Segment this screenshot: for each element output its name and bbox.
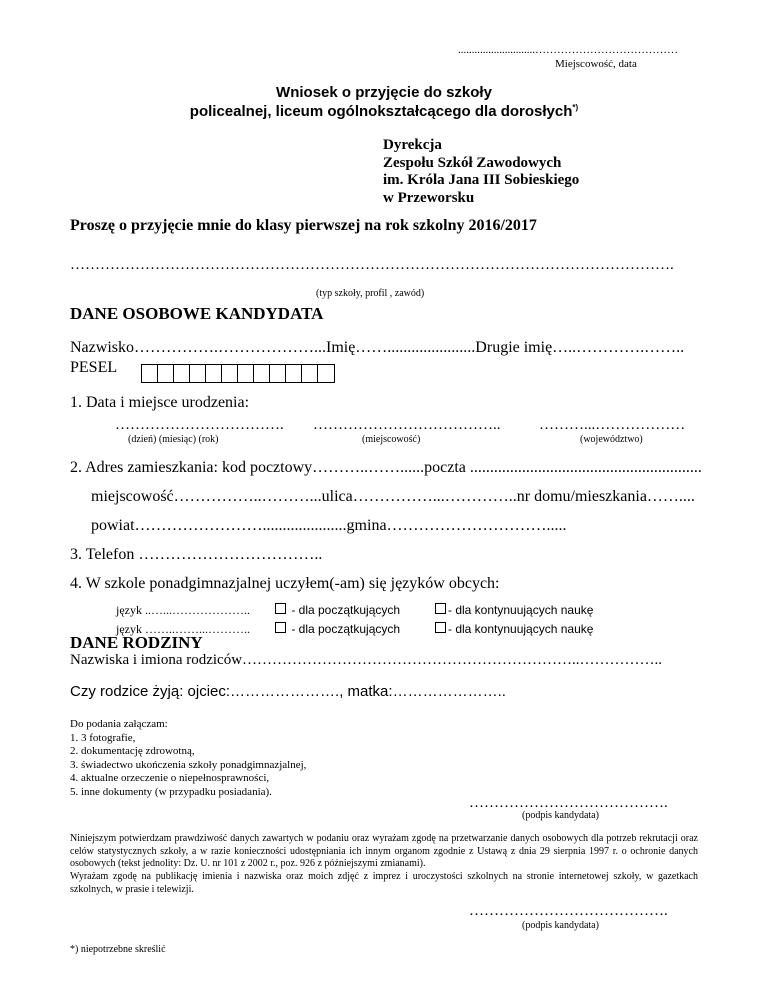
consent-paragraph2: Wyrażam zgodę na publikację imienia i nazwiska oraz moich zdjęć z imprez i uroczystości szkolnych na stronie internetowej szkoły, w gazetkach szkolnych, w prasie i telewizji. <box>70 871 698 895</box>
pesel-digit[interactable] <box>318 365 334 382</box>
place-date-field[interactable]: ............................………………………………… <box>458 44 678 56</box>
pesel-digit[interactable] <box>270 365 286 382</box>
parents-alive-line[interactable]: Czy rodzice żyją: ojciec:…………………., matka:………………….. <box>70 683 506 700</box>
school-type-field[interactable]: …………………………………………………………………………………………………………. <box>70 257 674 273</box>
pesel-digit[interactable] <box>158 365 174 382</box>
addressee-line4: w Przeworsku <box>383 189 475 206</box>
attachments-intro: Do podania załączam: <box>70 718 168 730</box>
pesel-digit[interactable] <box>238 365 254 382</box>
signature1-field[interactable]: …………………………………. <box>469 795 668 811</box>
checkbox-icon[interactable] <box>435 622 446 633</box>
request-text: Proszę o przyjęcie mnie do klasy pierwszej na rok szkolny 2016/2017 <box>70 217 537 234</box>
birth-date-field[interactable]: ……………………………. <box>115 417 284 433</box>
pesel-digit[interactable] <box>302 365 318 382</box>
attachment-item: 1. 3 fotografie, <box>70 731 136 744</box>
pesel-digit[interactable] <box>174 365 190 382</box>
pesel-label: PESEL <box>70 359 118 376</box>
birth-place-field[interactable]: ……………………………….. <box>313 417 501 433</box>
pesel-digit[interactable] <box>286 365 302 382</box>
pesel-digit[interactable] <box>206 365 222 382</box>
addressee-line3: im. Króla Jana III Sobieskiego <box>383 172 580 188</box>
pesel-digit[interactable] <box>190 365 206 382</box>
signature2-label: (podpis kandydata) <box>522 920 599 931</box>
birth-voivodeship-field[interactable]: ………...……………… <box>539 417 686 433</box>
place-date-label: Miejscowość, data <box>555 58 637 70</box>
pesel-digit[interactable] <box>222 365 238 382</box>
addressee-line1: Dyrekcja <box>383 137 442 153</box>
checkbox-icon[interactable] <box>275 603 286 614</box>
signature1-label: (podpis kandydata) <box>522 810 599 821</box>
birth-voivodeship-hint: (województwo) <box>580 434 643 445</box>
addressee-line2: Zespołu Szkół Zawodowych <box>383 154 562 171</box>
name-fields-line[interactable]: Nazwisko…………….………………...Imię……......................Drugie imię…..………….…….. <box>70 339 685 356</box>
family-heading: DANE RODZINY <box>70 633 203 652</box>
birth-place-hint: (miejscowość) <box>362 434 421 445</box>
footnote: *) niepotrzebne skreślić <box>70 944 166 955</box>
form-title-line2: policealnej, liceum ogólnokształcącego dla dorosłych*) <box>189 103 579 120</box>
school-type-hint: (typ szkoły, profil , zawód) <box>316 288 425 299</box>
attachment-item: 4. aktualne orzeczenie o niepełnosprawności, <box>70 772 270 784</box>
phone-line[interactable]: 3. Telefon …………………………….. <box>70 546 323 563</box>
signature2-field[interactable]: …………………………………. <box>469 903 668 919</box>
attachment-item: 5. inne dokumenty (w przypadku posiadania). <box>70 785 272 798</box>
language1-field[interactable]: język ..…...……………….. <box>116 603 250 617</box>
checkbox-icon[interactable] <box>435 603 446 614</box>
addressee-block <box>383 137 579 207</box>
attachment-item: 3. świadectwo ukończenia szkoły ponadgimnazjalnej, <box>70 758 307 771</box>
address-line1[interactable]: 2. Adres zamieszkania: kod pocztowy………..……......poczta .......................................................... <box>70 459 702 476</box>
language2-beginner-option[interactable]: - dla początkujących <box>275 622 400 636</box>
personal-data-heading: DANE OSOBOWE KANDYDATA <box>70 304 324 323</box>
address-line2[interactable]: miejscowość……………..………...ulica……………...…………..nr domu/mieszkania…….... <box>91 488 695 505</box>
language2-field[interactable]: język ……..……...……….. <box>116 622 250 636</box>
languages-label: 4. W szkole ponadgimnazjalnej uczyłem(-am) się języków obcych: <box>70 575 500 592</box>
address-line3[interactable]: powiat…………………….....................gmina…………………………..... <box>91 517 567 534</box>
birth-label: 1. Data i miejsce urodzenia: <box>70 394 250 411</box>
pesel-digit[interactable] <box>254 365 270 382</box>
footnote-marker: *) <box>572 103 579 112</box>
birth-date-hint: (dzień) (miesiąc) (rok) <box>128 434 219 445</box>
checkbox-icon[interactable] <box>275 622 286 633</box>
pesel-digit[interactable] <box>142 365 158 382</box>
pesel-input[interactable] <box>141 364 335 383</box>
parents-names-line[interactable]: Nazwiska i imiona rodziców…………………………………………………………..…………….. <box>70 652 663 668</box>
form-title-line1: Wniosek o przyjęcie do szkoły <box>276 84 492 101</box>
attachment-item: 2. dokumentację zdrowotną, <box>70 745 195 757</box>
consent-paragraph1: Niniejszym potwierdzam prawdziwość danych zawartych w podaniu oraz wyrażam zgodę na przetwarzanie danych osobowych dla potrzeb rekrutacji oraz celów statystycznych szkoły, a w razie konieczności udostępniania ich innym organom zgodnie z Ustawą z dnia 29 sierpnia 1997 r. o ochronie danych osobowych (tekst jednolity: Dz. U. nr 101 z 2002 r., poz. 926 z późniejszymi zmianami). <box>70 833 698 869</box>
attachments-block <box>70 718 306 799</box>
language1-beginner-option[interactable]: - dla początkujących <box>275 603 400 617</box>
language2-continuing-option[interactable]: - dla kontynuujących naukę <box>435 622 593 636</box>
language1-continuing-option[interactable]: - dla kontynuujących naukę <box>435 603 593 617</box>
